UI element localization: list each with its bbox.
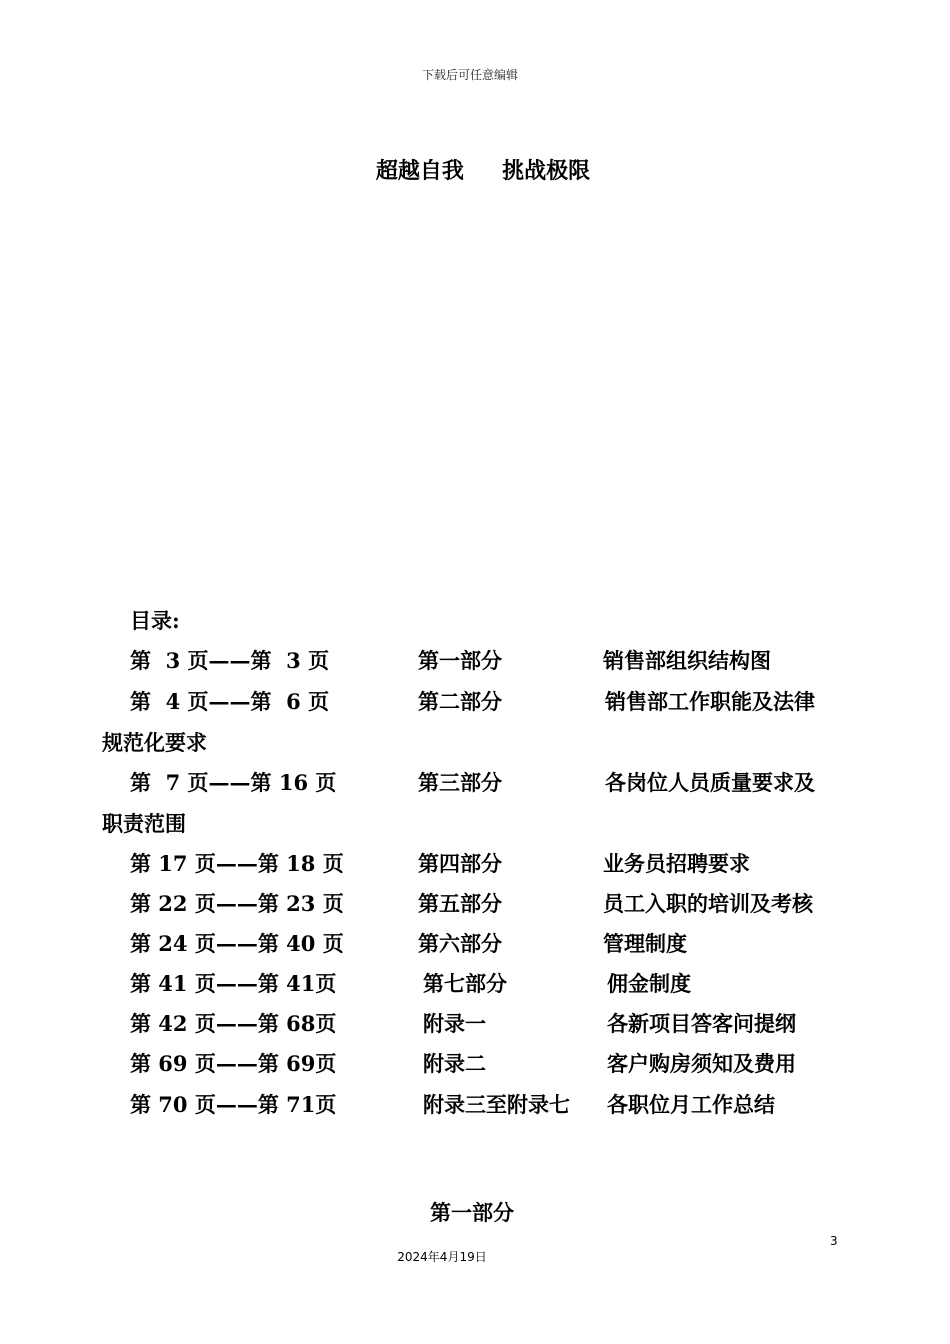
toc-row-desc: 业务员招聘要求 — [603, 851, 750, 876]
toc-row-desc-continued: 规范化要求 — [102, 730, 207, 755]
toc-row-part: 第七部分 — [423, 971, 507, 996]
toc-row-part: 附录三至附录七 — [423, 1092, 570, 1117]
page-header: 下载后可任意编辑 — [421, 68, 518, 82]
toc-row-part: 附录二 — [423, 1051, 486, 1076]
toc-row-pages: 第 22 页——第 23 页 — [130, 891, 344, 916]
toc-row-desc: 各岗位人员质量要求及 — [605, 770, 815, 795]
toc-row-desc: 各新项目答客问提纲 — [607, 1011, 796, 1036]
section-title: 第一部分 — [430, 1200, 514, 1225]
toc-row-part: 第四部分 — [418, 851, 502, 876]
document-title: 超越自我 挑战极限 — [375, 158, 591, 184]
toc-row-pages: 第 7 页——第 16 页 — [130, 770, 337, 795]
toc-row-pages: 第 42 页——第 68页 — [130, 1011, 337, 1036]
toc-row-desc: 销售部工作职能及法律 — [605, 689, 815, 714]
toc-row-part: 第三部分 — [418, 770, 502, 795]
toc-row-part: 第二部分 — [418, 689, 502, 714]
toc-row-part: 第五部分 — [418, 891, 502, 916]
toc-row-desc: 佣金制度 — [607, 971, 691, 996]
toc-row-pages: 第 69 页——第 69页 — [130, 1051, 337, 1076]
toc-row-part: 第六部分 — [418, 931, 502, 956]
toc-row-pages: 第 3 页——第 3 页 — [130, 648, 330, 673]
toc-row-desc: 销售部组织结构图 — [603, 648, 771, 673]
toc-row-desc: 员工入职的培训及考核 — [603, 891, 813, 916]
toc-row-desc: 客户购房须知及费用 — [607, 1051, 796, 1076]
toc-row-pages: 第 70 页——第 71页 — [130, 1092, 337, 1117]
page-number: 3 — [830, 1234, 838, 1248]
page-footer-date: 2024年4月19日 — [397, 1250, 487, 1264]
toc-heading: 目录: — [130, 608, 180, 633]
toc-row-pages: 第 41 页——第 41页 — [130, 971, 337, 996]
toc-row-part: 附录一 — [423, 1011, 486, 1036]
toc-row-part: 第一部分 — [418, 648, 502, 673]
toc-row-desc: 管理制度 — [603, 931, 687, 956]
toc-row-desc: 各职位月工作总结 — [607, 1092, 775, 1117]
toc-row-pages: 第 17 页——第 18 页 — [130, 851, 344, 876]
toc-row-pages: 第 24 页——第 40 页 — [130, 931, 344, 956]
toc-row-desc-continued: 职责范围 — [102, 811, 186, 836]
toc-row-pages: 第 4 页——第 6 页 — [130, 689, 330, 714]
